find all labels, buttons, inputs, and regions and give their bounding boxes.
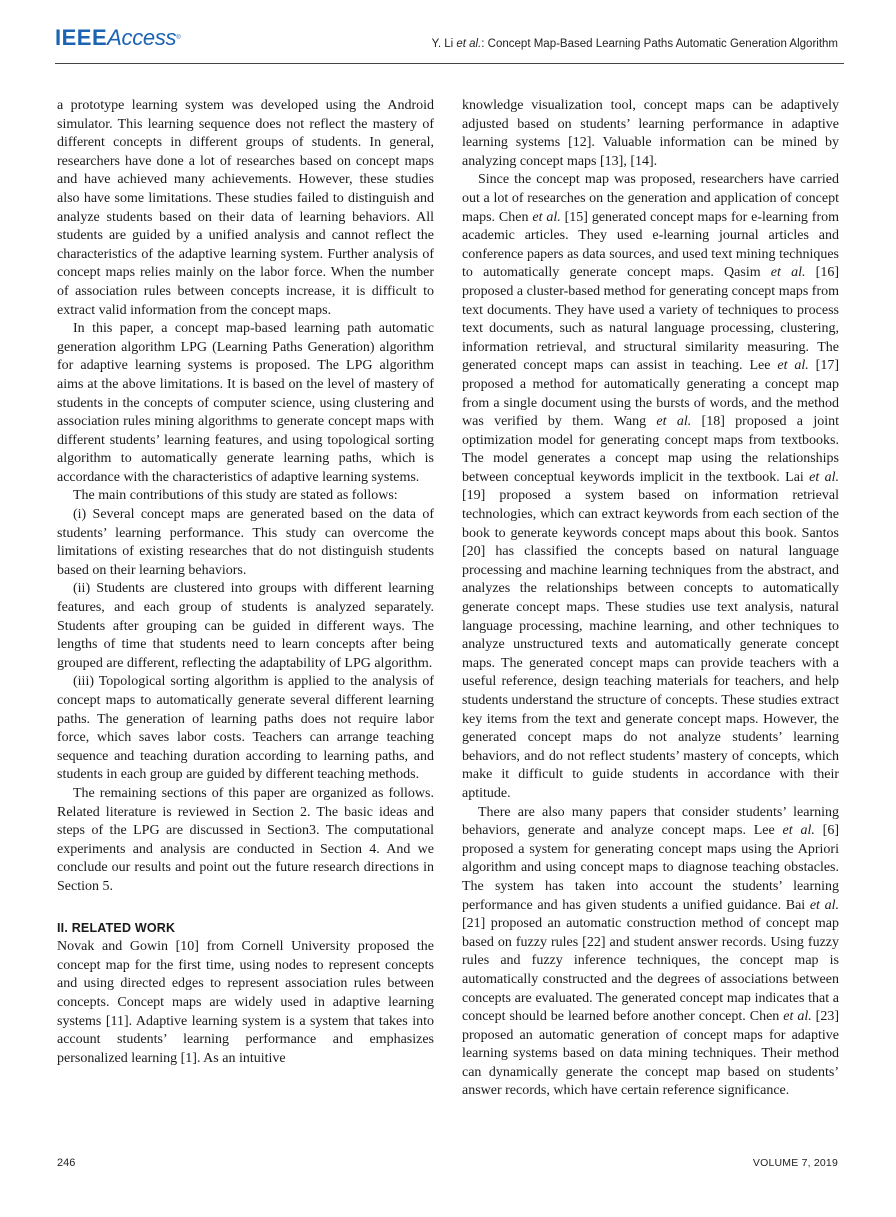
section-heading: II. RELATED WORK bbox=[57, 920, 176, 935]
right-column bbox=[462, 97, 839, 1101]
logo-trademark: ® bbox=[176, 35, 181, 41]
running-title-etal: et al. bbox=[456, 38, 482, 50]
logo-ieee: IEEE bbox=[55, 25, 108, 50]
text-run: [15] generated concept maps for e-learning from academic articles. They used e-learning journal articles and conference papers as data sources, and used text mining techniques to automatically generate concept maps. Qasim bbox=[462, 209, 839, 281]
paragraph: The main contributions of this study are stated as follows: bbox=[73, 488, 398, 504]
text-run: [23] proposed an automatic generation of concept maps for adaptive learning systems based on data mining techniques. Their method can dynamically generate the concept map based on students’ answer records, which have certain reference significance. bbox=[462, 1009, 840, 1099]
paragraph: The remaining sections of this paper are organized as follows. Related literature is reviewed in Section 2. The basic ideas and steps of the LPG are discussed in Section3. The computational experiments and analysis are conducted in Section 4. And we conclude our results and point out the future research directions in Section 5. bbox=[57, 785, 434, 894]
text-run: [17] proposed a method for automatically generating a concept map from a single document using the bursts of words, and the method was verified by them. Wang bbox=[462, 358, 840, 430]
paragraph: knowledge visualization tool, concept maps can be adaptively adjusted based on students’ learning performance in adaptive learning systems [12]. Valuable information can be mined by analyzing concept maps [13], [14]. bbox=[462, 98, 839, 169]
paragraph: In this paper, a concept map-based learning path automatic generation algorithm LPG (Learning Paths Generation) algorithm for adaptive learning systems is proposed. The LPG algorithm aims at the above limitations. It is based on the level of mastery of students in the concepts of computer science, using clustering and association rules mining algorithms to generate concept maps with different students’ learning features, and using topological sorting algorithm to automatically generate learning paths, which is accordance with the characteristics of adaptive learning systems. bbox=[57, 321, 434, 485]
text-run: There are also many papers that consider students’ learning behaviors, generate and analyze concept maps. Lee bbox=[462, 804, 839, 839]
etal: et al. bbox=[782, 823, 815, 839]
etal: et al. bbox=[809, 469, 839, 485]
etal: et al. bbox=[783, 1009, 812, 1025]
contribution-item: (i) Several concept maps are generated based on the data of students’ learning performance. This study can overcome the limitations of existing researches that do not distinguish students based on their learning behaviors. bbox=[57, 507, 434, 578]
text-run: [21] proposed an automatic construction method of concept map based on fuzzy rules [22] and student answer records. Using fuzzy rules and fuzzy inference techniques, the concept map is automatically constructed and the degrees of associations between concepts are evaluated. The generated concept map indicates that a concept should be learned before another concept. Chen bbox=[462, 916, 839, 1025]
paragraph: Novak and Gowin [10] from Cornell University proposed the concept map for the first time, using nodes to represent concepts and using directed edges to represent association rules between concepts. Concept maps are widely used in adaptive learning systems [11]. Adaptive learning system is a system that takes into account students’ learning performance and emphasizes personalized learning [1]. As an intuitive bbox=[57, 939, 434, 1066]
etal: et al. bbox=[532, 209, 561, 225]
etal: et al. bbox=[809, 897, 839, 913]
paragraph bbox=[462, 171, 839, 803]
running-title-author: Y. Li bbox=[431, 38, 457, 50]
running-title-text: : Concept Map-Based Learning Paths Automatic Generation Algorithm bbox=[481, 38, 838, 50]
paragraph bbox=[462, 804, 839, 1102]
ieee-access-logo bbox=[55, 26, 181, 50]
text-run: [18] proposed a joint optimization model for generating concept maps from textbooks. The model generates a concept map using the relationships between conceptual keywords implicit in the textbook. Lai bbox=[462, 414, 839, 485]
text-run: Since the concept map was proposed, researchers have carried out a lot of researches on the generation and application of concept maps. Chen bbox=[462, 172, 839, 225]
paragraph: a prototype learning system was developed using the Android simulator. This learning sequence does not reflect the mastery of different concepts in different groups of students. In general, researchers have done a lot of researches based on concept maps and have achieved many achievements. However, these studies also have some limitations. These studies failed to distinguish and analyze students based on their data of learning behaviors. All students are guided by a unified analysis and cannot reflect the characteristics of the adaptive learning system. Further analysis of concept maps relies mainly on the labor force. When the number of association rules between concepts increase, it is difficult to extract valid information from the concept maps. bbox=[57, 98, 434, 318]
running-title bbox=[432, 38, 838, 50]
text-run: [16] proposed a cluster-based method for generating concept maps from text documents. They have used a variety of techniques to process text documents, such as natural language processing, clustering, information retrieval, and structural similarity measuring. The generated concept maps can assist in teaching. Lee bbox=[462, 265, 840, 374]
etal: et al. bbox=[656, 414, 692, 430]
text-run: [19] proposed a system based on information retrieval technologies, which can extract keywords from each section of the book to generate keywords concept maps about this book. Santos [20] has classified the concepts based on natural language processing and machine learning techniques from the abstract, and analyzes the relationships between concepts to automatically generate concept maps. These studies use text analysis, natural language processing, machine learning, and other techniques to analyze unstructured texts and automatically generate concept maps. The generated concept maps can provide teachers with a useful reference, design teaching materials for teachers, and help students understand the structure of concepts. These studies extract key items from the text and generate concept maps. However, the generated concept maps do not analyze students’ learning behaviors, and do not reflect students’ mastery of concepts, which make it difficult to guide students in accordance with their aptitude. bbox=[462, 488, 839, 801]
etal: et al. bbox=[770, 265, 806, 281]
etal: et al. bbox=[777, 358, 809, 374]
logo-access: Access bbox=[107, 25, 177, 50]
left-column bbox=[57, 97, 434, 1068]
page-number: 246 bbox=[57, 1157, 76, 1169]
text-run: [6] proposed a system for generating concept maps using the Apriori algorithm and using concept maps to diagnose teaching obstacles. The system has taken into account the students’ learning performance and has given students a unified guidance. Bai bbox=[462, 823, 839, 913]
contribution-item: (iii) Topological sorting algorithm is applied to the analysis of concept maps to automatically generate several different learning paths. The generation of learning paths does not require labor force, which saves labor costs. Teachers can arrange teaching sequence and teaching duration according to learning paths, and students in each group are guided by different teaching methods. bbox=[57, 674, 434, 783]
contribution-item: (ii) Students are clustered into groups with different learning features, and each group of students is analyzed separately. Students after grouping can be guided in different ways. The lengths of time that students need to learn concepts after being grouped are different, reflecting the adaptability of LPG algorithm. bbox=[57, 581, 434, 671]
volume-label: VOLUME 7, 2019 bbox=[752, 1157, 838, 1169]
header-divider bbox=[55, 63, 844, 64]
